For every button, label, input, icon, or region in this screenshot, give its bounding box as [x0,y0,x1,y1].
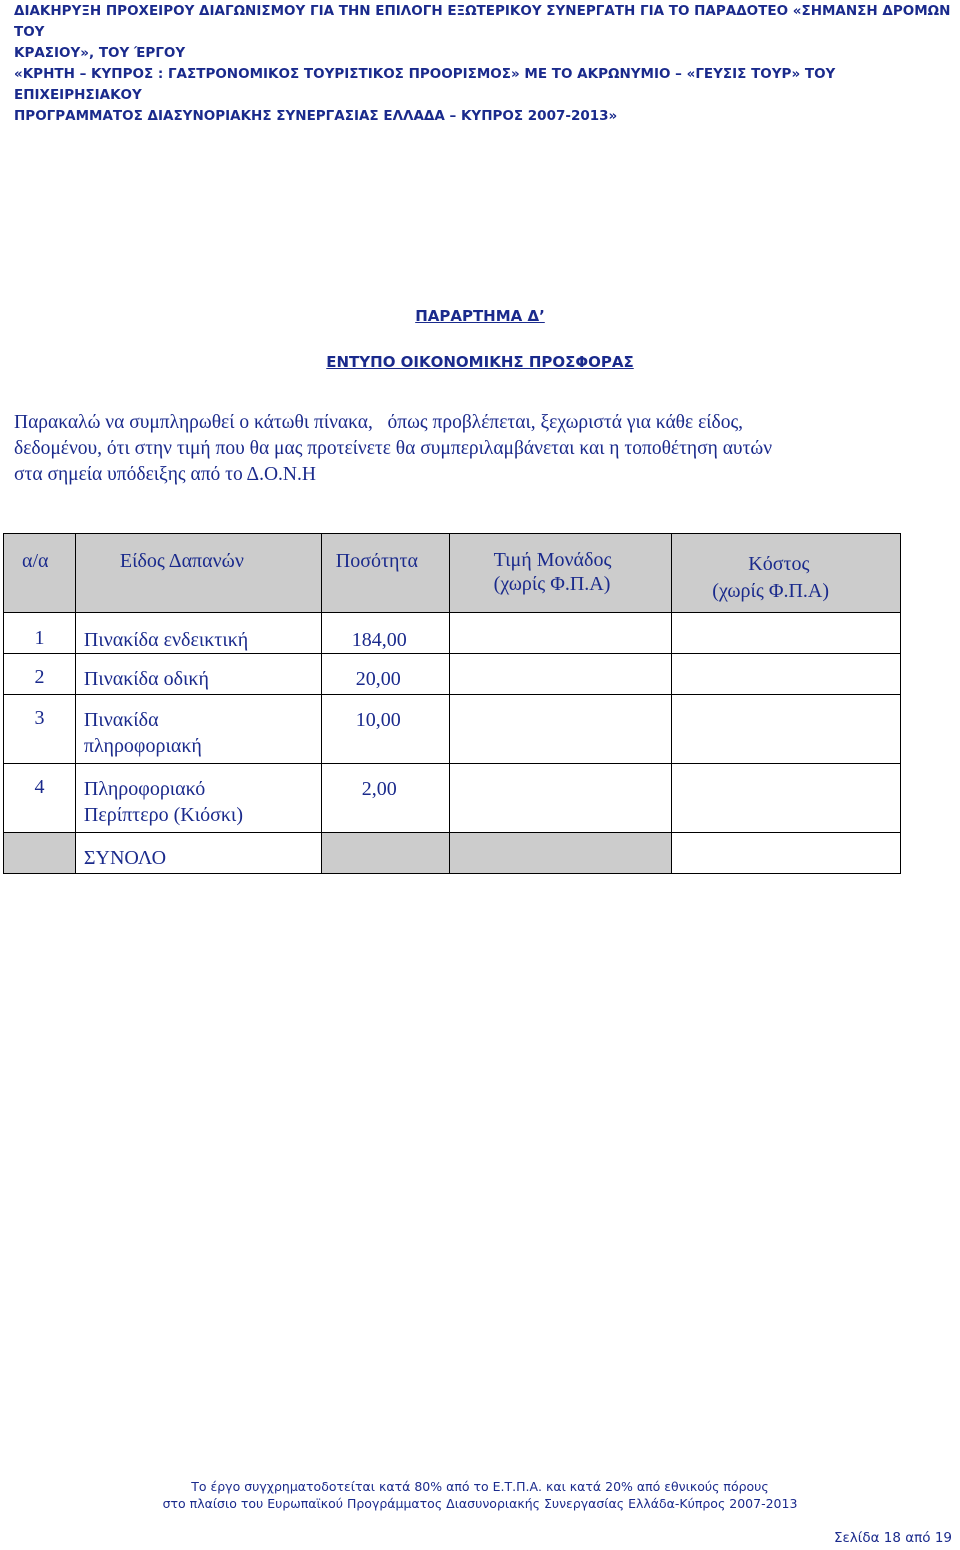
footer [0,1478,960,1512]
row-quantity: 20,00 [355,668,401,690]
header-cost-line2: (χωρίς Φ.Π.Α) [712,580,829,602]
row-number: 2 [34,666,45,688]
row-number: 1 [34,627,45,649]
table-header-row [4,534,901,613]
intro-paragraph [14,410,954,488]
row-unit-price-cell[interactable] [449,613,672,654]
header-cost [672,534,901,613]
header-aa: α/α [4,534,76,613]
page-number: Σελίδα 18 από 19 [833,1530,952,1546]
annex-title: ΠΑΡΑΡΤΗΜΑ Δ’ [415,307,545,325]
row-cost-cell[interactable] [672,654,901,695]
row-item: Πληροφοριακό Περίπτερο (Κιόσκι) [83,778,243,826]
row-quantity: 2,00 [361,778,397,800]
row-unit-price-cell[interactable] [449,695,672,764]
row-number: 4 [34,776,45,798]
row-cost-cell[interactable] [672,613,901,654]
header-unit-price-line1: Τιμή Μονάδος [493,549,612,571]
table-row [4,764,901,833]
row-item: Πινακίδα πληροφοριακή [83,709,202,757]
row-quantity: 184,00 [351,629,407,651]
footer-line-1: Το έργο συγχρηματοδοτείται κατά 80% από το Ε.Τ.Π.Α. και κατά 20% από εθνικούς πόρους [191,1479,769,1494]
total-blank-cell [4,833,76,874]
header-unit-price [449,534,672,613]
header-unit-price-line2: (χωρίς Φ.Π.Α) [493,573,611,595]
table-row [4,613,901,654]
header-line-4: ΠΡΟΓΡΑΜΜΑΤΟΣ ΔΙΑΣΥΝΟΡΙΑΚΗΣ ΣΥΝΕΡΓΑΣΙΑΣ ΕΛΛΑΔΑ – ΚΥΠΡΟΣ 2007-2013» [14,108,618,124]
header-item: Είδος Δαπανών [75,534,321,613]
total-unit-price-cell [449,833,672,874]
header-line-1: ΔΙΑΚΗΡΥΞΗ ΠΡΟΧΕΙΡΟΥ ΔΙΑΓΩΝΙΣΜΟΥ ΓΙΑ ΤΗΝ ΕΠΙΛΟΓΗ ΕΞΩΤΕΡΙΚΟΥ ΣΥΝΕΡΓΑΤΗ ΓΙΑ ΤΟ ΠΑΡΑΔΟΤΕΟ «ΣΗΜΑΝΣΗ ΔΡΟΜΩΝ ΤΟΥ [14,3,951,40]
total-cost-cell[interactable] [672,833,901,874]
offer-table [3,533,901,874]
total-quantity-cell [321,833,449,874]
row-unit-price-cell[interactable] [449,764,672,833]
intro-line-3: στα σημεία υπόδειξης από το Δ.Ο.Ν.Η [14,464,316,485]
header-cost-line1: Κόστος [748,553,810,575]
row-cost-cell[interactable] [672,695,901,764]
table-row [4,654,901,695]
table-row [4,695,901,764]
total-label: ΣΥΝΟΛΟ [83,847,167,869]
header-line-2: ΚΡΑΣΙΟΥ», ΤΟΥ ΈΡΓΟΥ [14,45,186,61]
row-number: 3 [34,707,45,729]
intro-line-1: Παρακαλώ να συμπληρωθεί ο κάτωθι πίνακα, όπως προβλέπεται, ξεχωριστά για κάθε είδος, [14,412,744,433]
header-line-3: «ΚΡΗΤΗ – ΚΥΠΡΟΣ : ΓΑΣΤΡΟΝΟΜΙΚΟΣ ΤΟΥΡΙΣΤΙΚΟΣ ΠΡΟΟΡΙΣΜΟΣ» ΜΕ ΤΟ ΑΚΡΩΝΥΜΙΟ – «ΓΕΥΣΙΣ ΤΟΥΡ» ΤΟΥ ΕΠΙΧΕΙΡΗΣΙΑΚΟΥ [14,66,836,103]
row-cost-cell[interactable] [672,764,901,833]
table-total-row [4,833,901,874]
row-item: Πινακίδα οδική [83,668,209,690]
footer-line-2: στο πλαίσιο του Ευρωπαϊκού Προγράμματος Διασυνοριακής Συνεργασίας Ελλάδα-Κύπρος 2007-2013 [162,1496,798,1511]
document-header [14,1,954,127]
header-quantity: Ποσότητα [321,534,449,613]
row-quantity: 10,00 [355,709,401,731]
row-unit-price-cell[interactable] [449,654,672,695]
intro-line-2: δεδομένου, ότι στην τιμή που θα μας προτείνετε θα συμπεριλαμβάνεται και η τοποθέτηση αυτών [14,438,773,459]
form-title: ΕΝΤΥΠΟ ΟΙΚΟΝΟΜΙΚΗΣ ΠΡΟΣΦΟΡΑΣ [326,353,634,371]
row-item: Πινακίδα ενδεικτική [83,629,249,651]
